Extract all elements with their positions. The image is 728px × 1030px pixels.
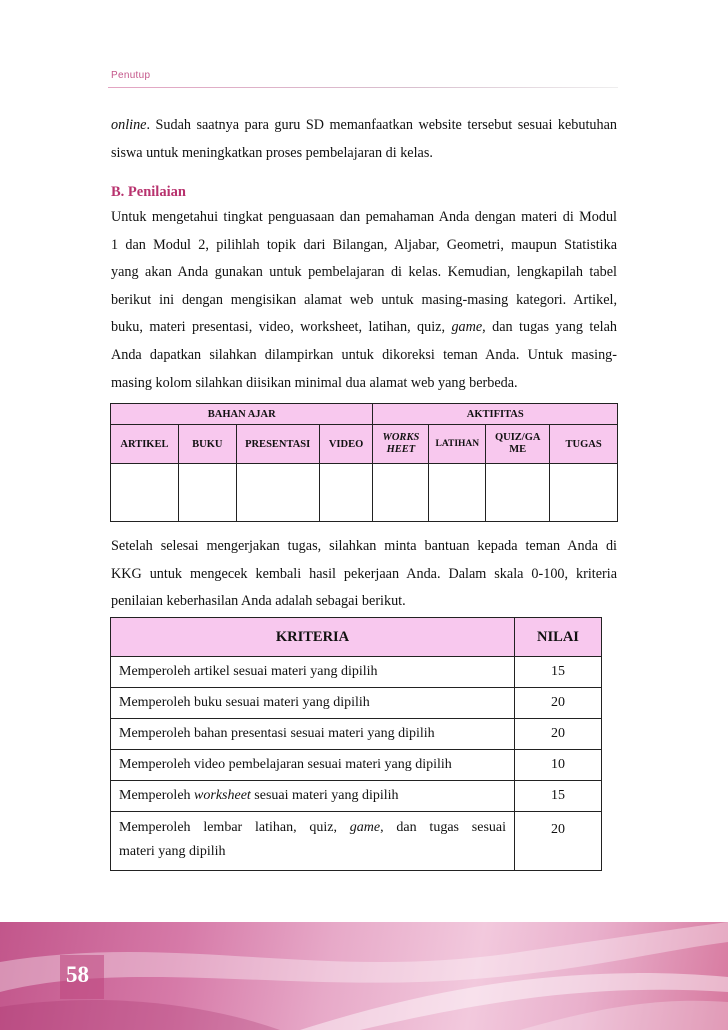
table-row — [111, 657, 602, 688]
col-worksheet-line2: HEET — [386, 444, 416, 455]
nilai-cell: 15 — [515, 781, 602, 812]
cell-artikel[interactable] — [111, 464, 179, 522]
after-line-1: Setelah selesai mengerjakan tugas, silahkan minta bantuan kepada teman Anda di — [111, 538, 617, 554]
kriteria-text-a: Memperoleh — [119, 788, 195, 803]
body-paragraph — [111, 204, 617, 397]
intro-line-2: siswa untuk meningkatkan proses pembelajaran di kelas. — [111, 144, 433, 161]
col-worksheet — [373, 425, 429, 464]
cell-presentasi[interactable] — [236, 464, 319, 522]
table1-empty-row — [111, 464, 618, 522]
page-number: 58 — [66, 962, 89, 987]
col-buku: BUKU — [178, 425, 236, 464]
cell-tugas[interactable] — [550, 464, 618, 522]
after-line-3: penilaian keberhasilan Anda adalah sebagai berikut. — [111, 593, 406, 610]
col-worksheet-line1: WORKS — [382, 432, 420, 443]
col-artikel: ARTIKEL — [111, 425, 179, 464]
kriteria-cell: Memperoleh buku sesuai materi yang dipilih — [111, 688, 515, 719]
body-line-5-a: buku, materi presentasi, video, worksheet, latihan, quiz, — [111, 319, 452, 336]
nilai-cell: 20 — [515, 719, 602, 750]
italic-online: online — [111, 117, 147, 133]
col-tugas: TUGAS — [550, 425, 618, 464]
kriteria-text-b: sesuai materi yang dipilih — [250, 788, 399, 803]
table-row — [111, 719, 602, 750]
table-row — [111, 781, 602, 812]
head-nilai: NILAI — [515, 618, 602, 657]
table1-header-row — [111, 425, 618, 464]
body-line-4: berikut ini dengan mengisikan alamat web untuk masing-masing kategori. Artikel, — [111, 291, 617, 308]
table-row — [111, 688, 602, 719]
col-latihan: LATIHAN — [429, 425, 486, 464]
kriteria-cell: Memperoleh video pembelajaran sesuai materi yang dipilih — [111, 750, 515, 781]
kriteria-table — [110, 617, 602, 871]
kriteria-cell — [111, 781, 515, 812]
header-divider — [108, 87, 618, 88]
cell-worksheet[interactable] — [373, 464, 429, 522]
section-b-heading: B. Penilaian — [111, 184, 186, 200]
intro-line-1 — [111, 112, 617, 140]
after-paragraph — [111, 533, 617, 616]
col-quiz-line2: ME — [509, 444, 527, 455]
kriteria-line-2: materi yang dipilih — [119, 844, 226, 859]
after-line-2: KKG untuk mengecek kembali hasil pekerjaan Anda. Dalam skala 0-100, kriteria — [111, 565, 617, 582]
cell-buku[interactable] — [178, 464, 236, 522]
nilai-cell: 15 — [515, 657, 602, 688]
col-video: VIDEO — [319, 425, 373, 464]
kriteria-cell: Memperoleh bahan presentasi sesuai materi yang dipilih — [111, 719, 515, 750]
kriteria-cell — [111, 812, 515, 871]
group-aktifitas: AKTIFITAS — [373, 404, 618, 425]
body-line-3: yang akan Anda gunakan untuk pembelajaran di kelas. Kemudian, lengkapilah tabel — [111, 264, 617, 281]
body-line-5-italic: game — [451, 319, 483, 336]
kriteria-text-a: Memperoleh lembar latihan, quiz, — [119, 820, 350, 835]
table-row — [111, 812, 602, 871]
body-line-5-b: , dan tugas yang telah — [482, 319, 617, 336]
kriteria-header-row — [111, 618, 602, 657]
body-line-5 — [111, 314, 617, 342]
col-presentasi: PRESENTASI — [236, 425, 319, 464]
bahan-ajar-table — [110, 403, 618, 522]
cell-latihan[interactable] — [429, 464, 486, 522]
cell-video[interactable] — [319, 464, 373, 522]
col-quiz-line1: QUIZ/GA — [494, 432, 541, 443]
table-row — [111, 750, 602, 781]
nilai-cell: 20 — [515, 812, 602, 871]
kriteria-text-b: , dan tugas sesuai — [380, 820, 506, 835]
body-line-7: masing kolom silahkan diisikan minimal dua alamat web yang berbeda. — [111, 374, 518, 391]
table1-group-row — [111, 404, 618, 425]
footer-swoosh-decoration — [0, 922, 728, 1030]
body-line-6: Anda dapatkan silahkan dilampirkan untuk dikoreksi teman Anda. Untuk masing- — [111, 346, 617, 363]
kriteria-line-1 — [119, 816, 506, 840]
intro-paragraph — [111, 112, 617, 167]
kriteria-italic: worksheet — [194, 788, 251, 803]
col-quiz — [486, 425, 550, 464]
body-line-2: 1 dan Modul 2, pilihlah topik dari Bilangan, Aljabar, Geometri, maupun Statistika — [111, 236, 617, 253]
nilai-cell: 10 — [515, 750, 602, 781]
head-kriteria: KRITERIA — [111, 618, 515, 657]
nilai-cell: 20 — [515, 688, 602, 719]
group-bahan-ajar: BAHAN AJAR — [111, 404, 373, 425]
cell-quiz[interactable] — [486, 464, 550, 522]
running-header: Penutup — [111, 70, 151, 81]
kriteria-italic: game — [349, 820, 381, 835]
body-line-1: Untuk mengetahui tingkat penguasaan dan pemahaman Anda dengan materi di Modul — [111, 209, 617, 225]
intro-line-1-text: . Sudah saatnya para guru SD memanfaatkan website tersebut sesuai kebutuhan — [146, 117, 617, 133]
kriteria-cell: Memperoleh artikel sesuai materi yang dipilih — [111, 657, 515, 688]
